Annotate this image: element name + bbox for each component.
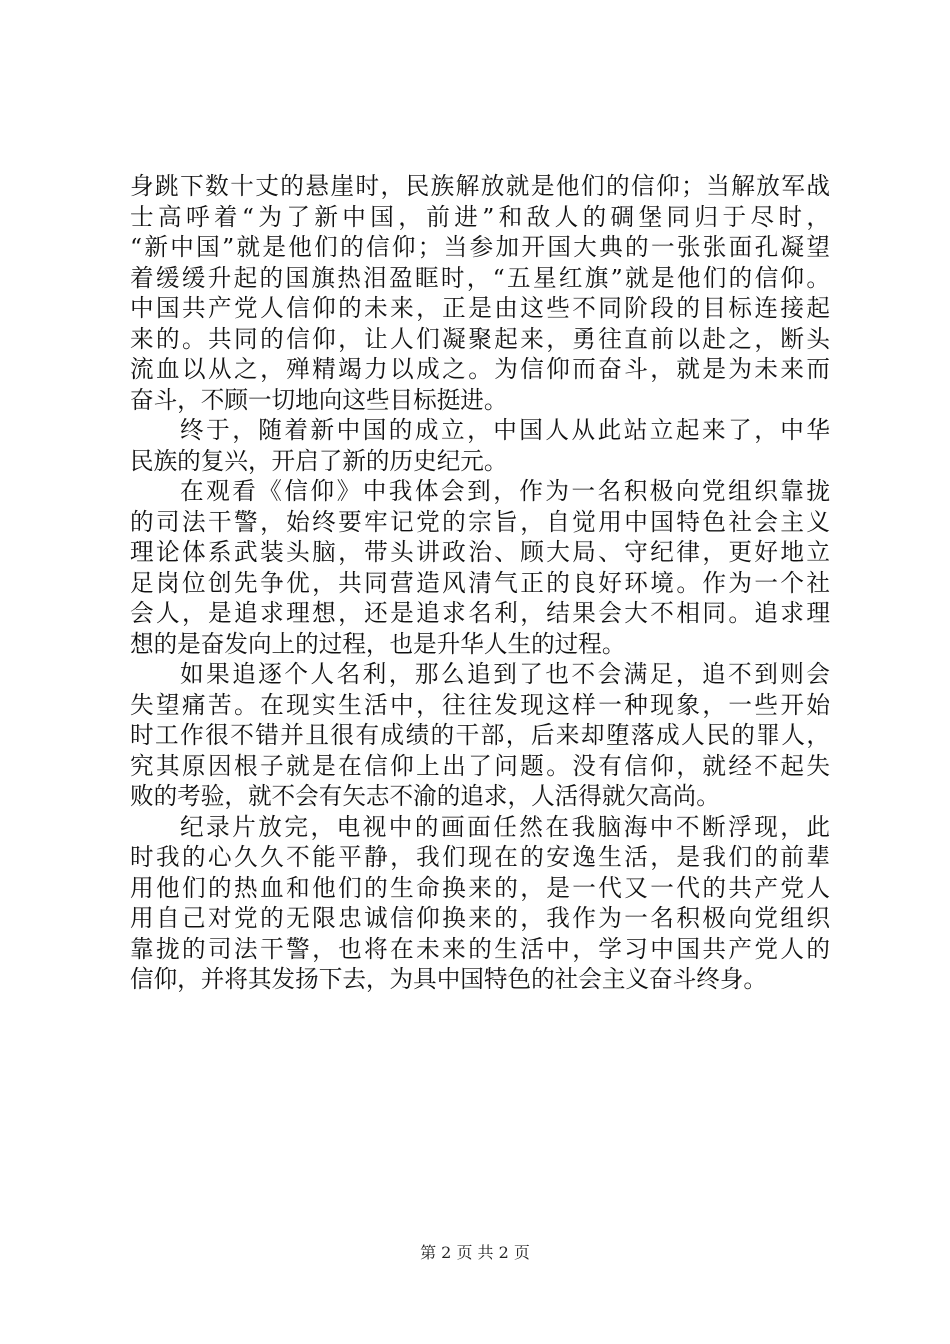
body-line: 信仰，并将其发扬下去，为具中国特色的社会主义奋斗终身。 (130, 965, 768, 993)
body-line: 败的考验，就不会有矢志不渝的追求，人活得就欠高尚。 (130, 782, 720, 810)
body-line: 民族的复兴，开启了新的历史纪元。 (130, 446, 508, 475)
body-line: 足岗位创先争优，共同营造风清气正的良好环境。作为一个社 (130, 568, 830, 597)
body-line: 用自己对党的无限忠诚信仰换来的，我作为一名积极向党组织 (130, 904, 830, 932)
body-line: 士高呼着“为了新中国，前进”和敌人的碉堡同归于尽时， (130, 202, 830, 231)
body-line: 靠拢的司法干警，也将在未来的生活中，学习中国共产党人的 (130, 934, 830, 963)
body-line: 身跳下数十丈的悬崖时，民族解放就是他们的信仰；当解放军战 (130, 172, 830, 200)
paragraph-first-line: 纪录片放完，电视中的画面任然在我脑海中不断浮现，此 (180, 812, 830, 841)
body-line: 失望痛苦。在现实生活中，往往发现这样一种现象，一些开始 (130, 690, 830, 719)
body-line: 来的。共同的信仰，让人们凝聚起来，勇往直前以赴之，断头 (130, 324, 830, 353)
body-line: 用他们的热血和他们的生命换来的，是一代又一代的共产党人 (130, 873, 830, 902)
body-line: 奋斗，不顾一切地向这些目标挺进。 (130, 385, 508, 414)
body-line: “新中国”就是他们的信仰；当参加开国大典的一张张面孔凝望 (130, 233, 830, 261)
body-line: 会人，是追求理想，还是追求名利，结果会大不相同。追求理 (130, 599, 830, 627)
body-line: 理论体系武装头脑，带头讲政治、顾大局、守纪律，更好地立 (130, 538, 830, 566)
paragraph-first-line: 在观看《信仰》中我体会到，作为一名积极向党组织靠拢 (180, 477, 830, 505)
page-number-footer: 第 2 页 共 2 页 (420, 1243, 530, 1262)
body-line: 时工作很不错并且很有成绩的干部，后来却堕落成人民的罪人， (130, 721, 830, 749)
body-line: 流血以从之，殚精竭力以成之。为信仰而奋斗，就是为未来而 (130, 355, 830, 383)
paragraph-first-line: 如果追逐个人名利，那么追到了也不会满足，追不到则会 (180, 660, 830, 688)
body-line: 想的是奋发向上的过程，也是升华人生的过程。 (130, 629, 626, 658)
document-body (130, 171, 830, 995)
body-line: 中国共产党人信仰的未来，正是由这些不同阶段的目标连接起 (130, 294, 830, 322)
paragraph-first-line: 终于，随着新中国的成立，中国人从此站立起来了，中华 (180, 416, 830, 444)
body-line: 究其原因根子就是在信仰上出了问题。没有信仰，就经不起失 (130, 751, 830, 780)
body-line: 着缓缓升起的国旗热泪盈眶时，“五星红旗”就是他们的信仰。 (130, 263, 830, 292)
body-line: 时我的心久久不能平静，我们现在的安逸生活，是我们的前辈 (130, 843, 830, 871)
body-line: 的司法干警，始终要牢记党的宗旨，自觉用中国特色社会主义 (130, 507, 830, 536)
